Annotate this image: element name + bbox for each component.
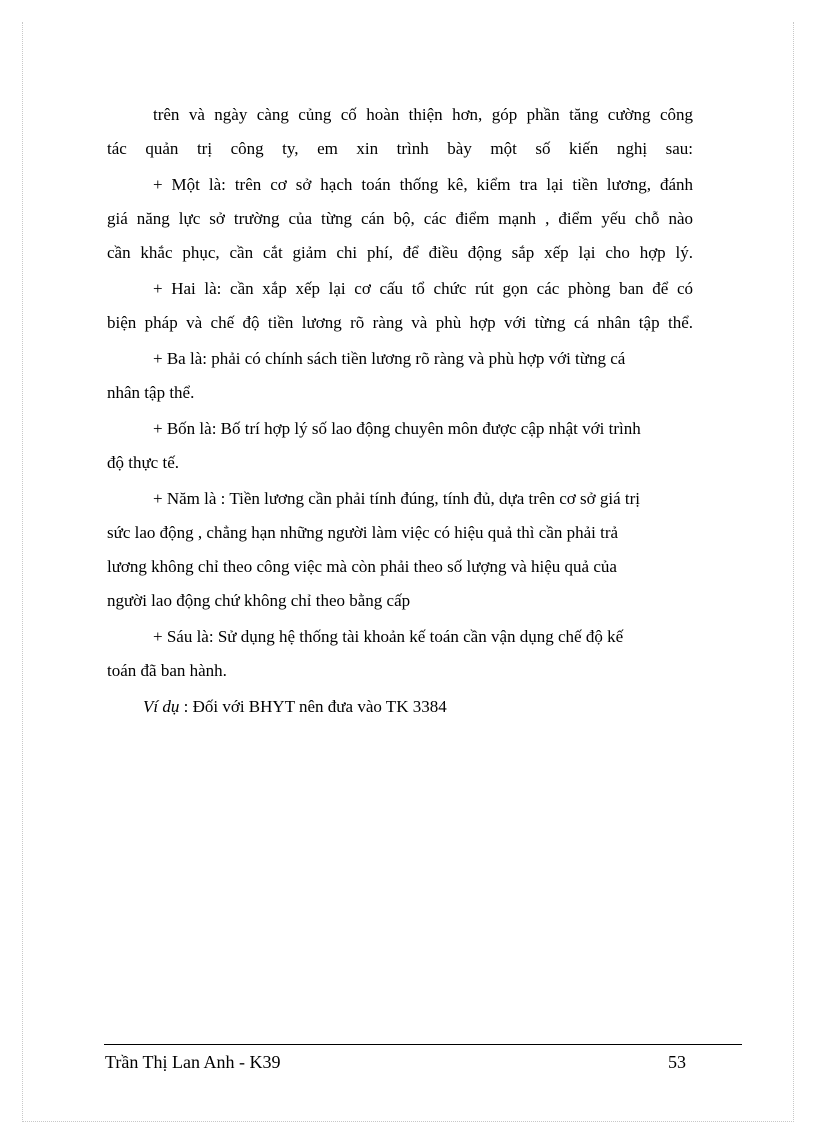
paragraph-line: trên và ngày càng củng cố hoàn thiện hơn, góp phần tăng cường công — [153, 105, 693, 124]
paragraph-line: tác quản trị công ty, em xin trình bày một số kiến nghị sau: — [107, 139, 693, 158]
example-text: : Đối với BHYT nên đưa vào TK 3384 — [183, 697, 447, 716]
paragraph-recommendation-1 — [107, 168, 693, 270]
paragraph-line: biện pháp và chế độ tiền lương rõ ràng và phù hợp với từng cá nhân tập thể. — [107, 313, 693, 332]
paragraph-recommendation-6 — [107, 620, 693, 688]
paragraph-line: + Hai là: cần xắp xếp lại cơ cấu tổ chức rút gọn các phòng ban để có — [153, 279, 693, 298]
paragraph-line: + Sáu là: Sử dụng hệ thống tài khoản kế toán cần vận dụng chế độ kế — [153, 627, 624, 646]
paragraph-recommendation-5 — [107, 482, 693, 618]
page-number: 53 — [668, 1052, 686, 1072]
paragraph-recommendation-4 — [107, 412, 693, 480]
paragraph-line: nhân tập thể. — [107, 383, 195, 402]
document-body — [107, 98, 693, 724]
paragraph-line: + Bốn là: Bố trí hợp lý số lao động chuyên môn được cập nhật với trình — [153, 419, 641, 438]
paragraph-line: + Năm là : Tiền lương cần phải tính đúng, tính đủ, dựa trên cơ sở giá trị — [153, 489, 641, 508]
paragraph-line: người lao động chứ không chỉ theo bằng cấp — [107, 591, 411, 610]
paragraph-recommendation-2 — [107, 272, 693, 340]
paragraph-line: + Một là: trên cơ sở hạch toán thống kê, kiểm tra lại tiền lương, đánh — [153, 175, 693, 194]
paragraph-intro — [107, 98, 693, 166]
paragraph-line: cần khắc phục, cần cắt giảm chi phí, để điều động sắp xếp lại cho hợp lý. — [107, 243, 693, 262]
paragraph-line: toán đã ban hành. — [107, 661, 227, 680]
example-line — [107, 690, 693, 724]
footer-author: Trần Thị Lan Anh - K39 — [105, 1052, 281, 1072]
paragraph-line: lương không chỉ theo công việc mà còn phải theo số lượng và hiệu quả của — [107, 557, 617, 576]
paragraph-line: giá năng lực sở trường của từng cán bộ, các điểm mạnh , điểm yếu chỗ nào — [107, 209, 693, 228]
paragraph-recommendation-3 — [107, 342, 693, 410]
paragraph-line: + Ba là: phải có chính sách tiền lương rõ ràng và phù hợp với từng cá — [153, 349, 626, 368]
paragraph-line: độ thực tế. — [107, 453, 180, 472]
example-label: Ví dụ — [143, 697, 180, 716]
paragraph-line: sức lao động , chẳng hạn những người làm việc có hiệu quả thì cần phải trả — [107, 523, 619, 542]
footer-divider — [104, 1044, 742, 1045]
